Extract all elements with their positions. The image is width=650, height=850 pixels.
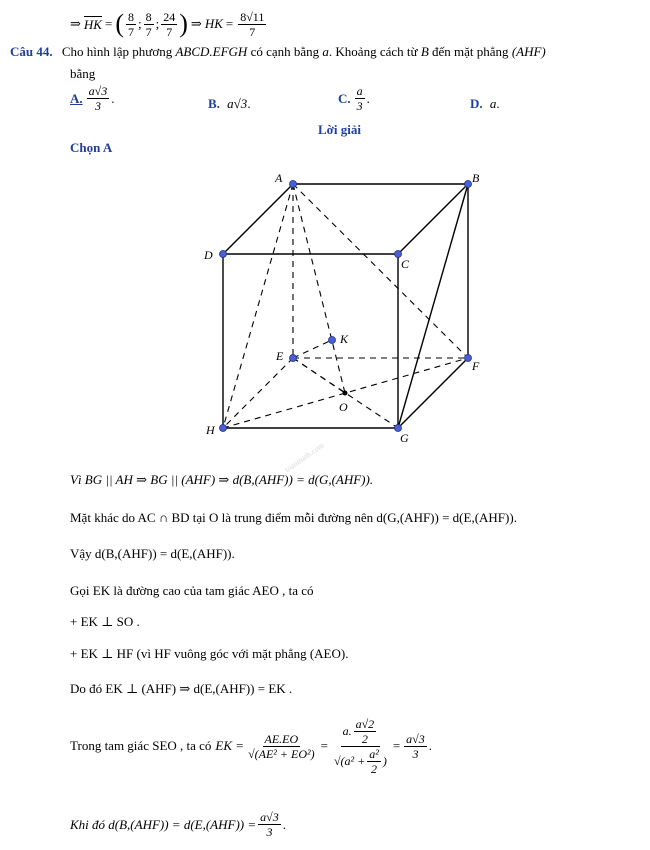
choice: Chọn A xyxy=(70,140,113,155)
question-line-1 xyxy=(10,44,546,60)
option-a-label: A. xyxy=(70,90,83,106)
svg-text:C: C xyxy=(401,257,410,271)
option-d-label: D. xyxy=(470,96,483,111)
cube-name: ABCD.EFGH xyxy=(175,44,248,59)
solution-line-7: Do đó EK ⊥ (AHF) ⇒ d(E,(AHF)) = EK . xyxy=(70,681,293,696)
svg-text:E: E xyxy=(276,349,284,363)
formula-frac-1: $\frac{AE.EO}{\text{√(AE² + EO²)}}$ xyxy=(248,731,315,761)
question-text-a: Cho hình lập phương xyxy=(61,44,173,59)
paren-close: ) xyxy=(179,9,188,38)
question-number: Câu 44. xyxy=(10,44,53,59)
option-c[interactable]: C. $\frac{a}{3}$ . xyxy=(338,84,370,113)
svg-text:B: B xyxy=(472,171,480,185)
ek-formula: Trong tam giác SEO , ta có EK = $\frac{AE.EO}{\text{√(AE² + EO²)}}$ = a. $\frac{a√2}{2}$ √(a² + $\frac{\text{a²}}{2}$ ) = $\frac{a√3}{3}$ . xyxy=(70,716,433,776)
equals-1: = xyxy=(104,16,113,31)
option-a[interactable]: A. $\frac{a√3}{3}$ . xyxy=(70,84,115,113)
svg-text:H: H xyxy=(206,423,215,437)
point-o xyxy=(343,391,348,396)
arrow-1: ⇒ xyxy=(70,16,81,31)
svg-text:F: F xyxy=(472,359,480,373)
formula-frac-3: $\frac{a√3}{3}$ xyxy=(406,731,425,761)
solution-line-5: + EK ⊥ SO . xyxy=(70,614,140,629)
line-ek xyxy=(293,340,332,358)
svg-text:K: K xyxy=(340,332,349,346)
point-a xyxy=(290,181,297,188)
option-a-value: $\frac{a√3}{3}$ xyxy=(88,84,108,113)
option-c-label: C. xyxy=(338,90,351,106)
svg-text:A: A xyxy=(275,171,283,185)
x-fraction: $\frac{8}{7}$ xyxy=(127,9,134,39)
line-eo xyxy=(293,358,345,393)
watermark: toanmath.com xyxy=(283,440,326,475)
final-text: Khi đó d(B,(AHF)) = d(E,(AHF)) = xyxy=(70,816,257,832)
formula-intro: Trong tam giác SEO , ta có xyxy=(70,738,212,753)
formula-frac-2: a. $\frac{a√2}{2}$ √(a² + $\frac{\text{a²}}{2}$ ) xyxy=(333,716,387,776)
point-e xyxy=(290,355,297,362)
hk-result: $\frac{8√11}{7}$ xyxy=(240,9,265,39)
vector-hk: HK xyxy=(83,16,102,32)
formula-lhs: EK = xyxy=(215,738,245,753)
svg-text:D: D xyxy=(204,248,213,262)
question-text-c: . Khoảng cách từ xyxy=(328,44,418,59)
point-b: B xyxy=(420,44,429,59)
option-c-value: $\frac{a}{3}$ xyxy=(356,84,363,113)
solution-line-3: Vậy d(B,(AHF)) = d(E,(AHF)). xyxy=(70,546,235,561)
line-ao xyxy=(293,184,345,393)
option-d[interactable]: D. a. xyxy=(470,96,500,111)
final-frac: $\frac{a√3}{3}$ xyxy=(260,810,279,839)
hk-label: HK xyxy=(204,16,223,31)
option-d-value: a xyxy=(489,96,497,111)
point-b xyxy=(465,181,472,188)
z-fraction: $\frac{24}{7}$ xyxy=(163,9,176,39)
final-line: Khi đó d(B,(AHF)) = d(E,(AHF)) = $\frac{a√3}{3}$ . xyxy=(70,810,286,839)
point-k xyxy=(329,337,336,344)
y-fraction: $\frac{8}{7}$ xyxy=(145,9,152,39)
plane-ahf: (AHF) xyxy=(511,44,546,59)
paren-open: ( xyxy=(115,9,124,38)
solution-line-6: + EK ⊥ HF (vì HF vuông góc với mặt phẳng (AEO). xyxy=(70,646,349,661)
line-ah xyxy=(223,184,293,428)
point-d xyxy=(220,251,227,258)
cube-figure xyxy=(190,168,490,475)
solution-title: Lời giải xyxy=(318,122,361,137)
question-text-b: có cạnh bằng xyxy=(250,44,320,59)
option-b[interactable]: B. a√3. xyxy=(208,96,251,111)
solution-line-1: Vì BG || AH ⇒ BG || (AHF) ⇒ d(B,(AHF)) = d(G,(AHF)). xyxy=(70,472,374,487)
edge-bg xyxy=(398,184,468,428)
svg-text:O: O xyxy=(339,400,348,414)
solution-line-4: Gọi EK là đường cao của tam giác AEO , ta có xyxy=(70,583,314,598)
option-b-label: B. xyxy=(208,96,220,111)
question-text-d: đến mặt phẳng xyxy=(432,44,509,59)
svg-text:G: G xyxy=(400,431,409,445)
question-line-2: bằng xyxy=(70,66,96,81)
top-formula: ⇒ HK = ( $\frac{8}{7}$ ; $\frac{8}{7}$ ; $\frac{24}{7}$ ) ⇒ HK = $\frac{8√11}{7}$ xyxy=(70,9,265,39)
option-b-value: a√3 xyxy=(227,96,248,111)
arrow-2: ⇒ xyxy=(190,16,202,31)
solution-line-2: Mặt khác do AC ∩ BD tại O là trung điểm mỗi đường nên d(G,(AHF)) = d(E,(AHF)). xyxy=(70,510,517,525)
point-h xyxy=(220,425,227,432)
point-f xyxy=(465,355,472,362)
edge-a: a xyxy=(322,44,329,59)
